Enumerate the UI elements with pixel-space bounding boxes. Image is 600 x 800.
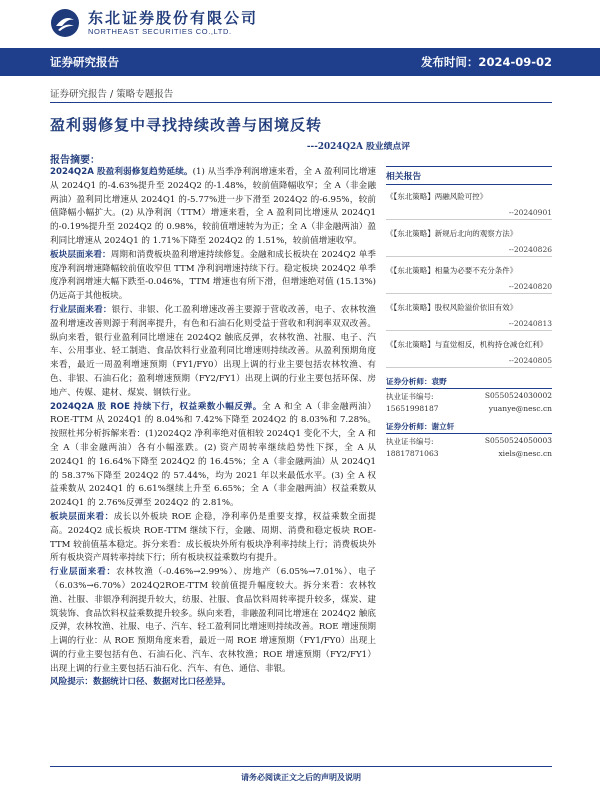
related-report[interactable] [386,191,552,220]
cert-number: S0550524050003 [484,436,552,445]
page-title: 盈利弱修复中寻找持续改善与困境反转 [50,116,323,134]
paragraph-lead: 2024Q2A 股 ROE 持续下行，权益乘数小幅反弹。 [50,401,262,412]
paragraph-text: 银行、非银、化工盈利增速改善主要源于营收改善，电子、农林牧渔盈利增速改善则源于利润率提升，有色和石油石化则受益于营收和利润率双双改善。纵向来看，银行业盈利同比增速在 2024Q2 触底反弹，农林牧渔、社服、电子、汽车、公用事业、轻工制造、食品饮料行业盈利同比增速则持续改善。从盈利预期角度来看，最近一周盈利增速预期（FY1/FY0）出现上调的行业主要包括农林牧渔、有色、非银、石油石化；盈利增速预期（FY2/FY1）出现上调的行业主要包括环保、房地产、传媒、建材、煤炭、钢铁行业。 [50,304,376,398]
paragraph [50,166,376,249]
related-report-title: 《【东北策略】两融风险可控》 [386,192,488,201]
paragraph-text: 成长以外板块 ROE 企稳，净利率仍是重要支撑，权益乘数全面提高。2024Q2 成长板块 ROE-TTM 继续下行，金融、周期、消费和稳定板块 ROE-TTM 较前值基本稳定。拆分来看：成长板块外所有板块净利率持续上行；消费板块外所有板块资产周转率持续下行；所有板块权益乘数均有提升。 [50,511,376,564]
cert-label: 执业证书编号: [386,437,434,446]
paragraph-lead: 行业层面来看： [50,304,112,315]
analyst-name: 证券分析师：谢立轩 [386,421,552,434]
analyst-email[interactable]: yuanye@nesc.cn [488,404,552,413]
summary-label: 报告摘要： [50,155,100,166]
company-name-cn: 东北证券股份有限公司 [88,9,259,27]
related-report[interactable] [386,302,552,331]
cert-label: 执业证书编号: [386,392,434,401]
header-bar [0,48,600,76]
page-subtitle: ---2024Q2A 股业绩点评 [306,142,410,152]
paragraph-lead: 板块层面来看： [50,511,114,522]
related-reports-title: 相关报告 [386,166,552,185]
company-logo [50,8,258,38]
analyst-email[interactable]: xiels@nesc.cn [498,449,552,458]
paragraph [50,511,376,566]
breadcrumb: 证券研究报告 / 策略专题报告 [50,89,174,100]
publish-date: 发布时间：2024-09-02 [420,55,552,69]
related-report-date: --20240813 [386,319,552,331]
paragraph-lead: 2024Q2A 股盈利弱修复趋势延续。 [50,167,193,177]
paragraph-lead: 行业层面来看： [50,567,116,578]
paragraph-text: 农林牧渔（-0.46%→2.99%）、房地产（6.05%→7.01%）、电子（6.03%→6.70%）2024Q2ROE-TTM 较前值提升幅度较大。拆分来看：农林牧渔、社服、非银净利润提升较大，纺服、社服、食品饮料周转率提升较多，煤炭、建筑装饰、食品饮料权益乘数提升较多。纵向来看，非融盈利同比增速在 2024Q2 触底反弹，农林牧渔、社服、电子、汽车、轻工盈利同比增速则持续改善。ROE 增速预期上调的行业：从 ROE 预期角度来看，最近一周 ROE 增速预期（FY1/FY0）出现上调的行业主要包括有色、石油石化、汽车、农林牧渔；ROE 增速预期（FY2/FY1）出现上调的行业主要包括石油石化、汽车、有色、通信、非银。 [50,567,376,674]
analyst-phone: 15651998187 [386,404,439,413]
analyst-name: 证券分析师：袁野 [386,376,552,389]
analyst-card [386,376,552,413]
summary-body [50,166,376,690]
related-report[interactable] [386,265,552,294]
footer [50,766,552,783]
related-report-date: --20240805 [386,356,552,368]
related-report-date: --20240901 [386,208,552,220]
sidebar [386,166,552,458]
related-report-title: 《【东北策略】新规后北向的观察方法》 [386,229,518,238]
cert-number: S0550524030002 [484,391,552,400]
related-report[interactable] [386,339,552,368]
paragraph [50,401,376,511]
analyst-phone: 18817871063 [386,449,439,458]
report-type: 证券研究报告 [50,55,119,69]
logo-icon [50,8,80,38]
divider [50,102,552,103]
related-report-title: 《【东北策略】相量为必要不充分条件》 [386,266,518,275]
paragraph [50,304,376,401]
paragraph [50,676,376,690]
related-report[interactable] [386,228,552,257]
company-name-en: NORTHEAST SECURITIES CO.,LTD. [88,27,232,36]
related-report-date: --20240820 [386,282,552,294]
paragraph-text: 数据统计口径、数据对比口径差异。 [92,677,231,688]
paragraph-text: 周期和消费板块盈利增速持续修复。金融和成长板块在 2024Q2 单季度净利润增速降幅较前值收窄但 TTM 净利润增速持续下行。稳定板块 2024Q2 单季度净利润增速大幅下跌至-0.046%，TTM 增速也有所下滑，但增速绝对值 (15.13%) 仍远高于其他板块。 [50,249,376,302]
analyst-card [386,421,552,458]
paragraph-lead: 板块层面来看： [50,249,111,260]
paragraph-text: 全 A 和全 A（非金融两油）ROE-TTM 从 2024Q1 的 8.04%和 7.42%下降至 2024Q2 的 8.03%和 7.28%。按照杜邦分析拆解来看：(1)2024Q2 净利率绝对值相较 2024Q1 变化不大，全 A 和全 A（非金融两油）各有小幅涨跌。(2) 资产周转率继续趋势性下探，全 A 从 2024Q1 的 16.64%下降至 2024Q2 的 16.45%；全 A（非金融两油）从 2024Q1 的 58.37%下降至 2024Q2 的 57.44%，均为 2021 年以来最低水平。(3) 全 A 权益乘数从 2024Q1 的 6.61%继续上升至 6.65%；全 A（非金融两油）权益乘数从 2024Q1 的 2.76%反弹至 2024Q2 的 2.81%。 [50,401,376,509]
related-report-date: --20240826 [386,245,552,257]
paragraph-text: (1) 从当季净利润增速来看，全 A 盈利同比增速从 2024Q1 的-4.63%提升至 2024Q2 的-1.48%，较前值降幅收窄；全 A（非金融两油）盈利同比增速从 2024Q1 的-5.77%进一步下滑至 2024Q2 的-6.95%，较前值降幅小幅扩大。(2) 从净利润（TTM）增速来看，全 A 盈利同比增速从 2024Q1 的-0.19%提升至 2024Q2 的 0.98%，较前值增速转为为正；全 A（非金融两油）盈利同比增速从 2024Q1 的 1.71%下降至 2024Q2 的 1.51%，较前值增速收窄。 [50,167,376,246]
related-report-title: 《【东北策略】股权风险溢价依旧有效》 [386,303,518,312]
paragraph [50,249,376,304]
paragraph [50,566,376,676]
related-report-title: 《【东北策略】与直觉相反，机构持仓减仓红利》 [386,340,548,349]
footer-disclaimer: 请务必阅读正文之后的声明及说明 [241,772,361,782]
paragraph-lead: 风险提示： [50,677,93,688]
